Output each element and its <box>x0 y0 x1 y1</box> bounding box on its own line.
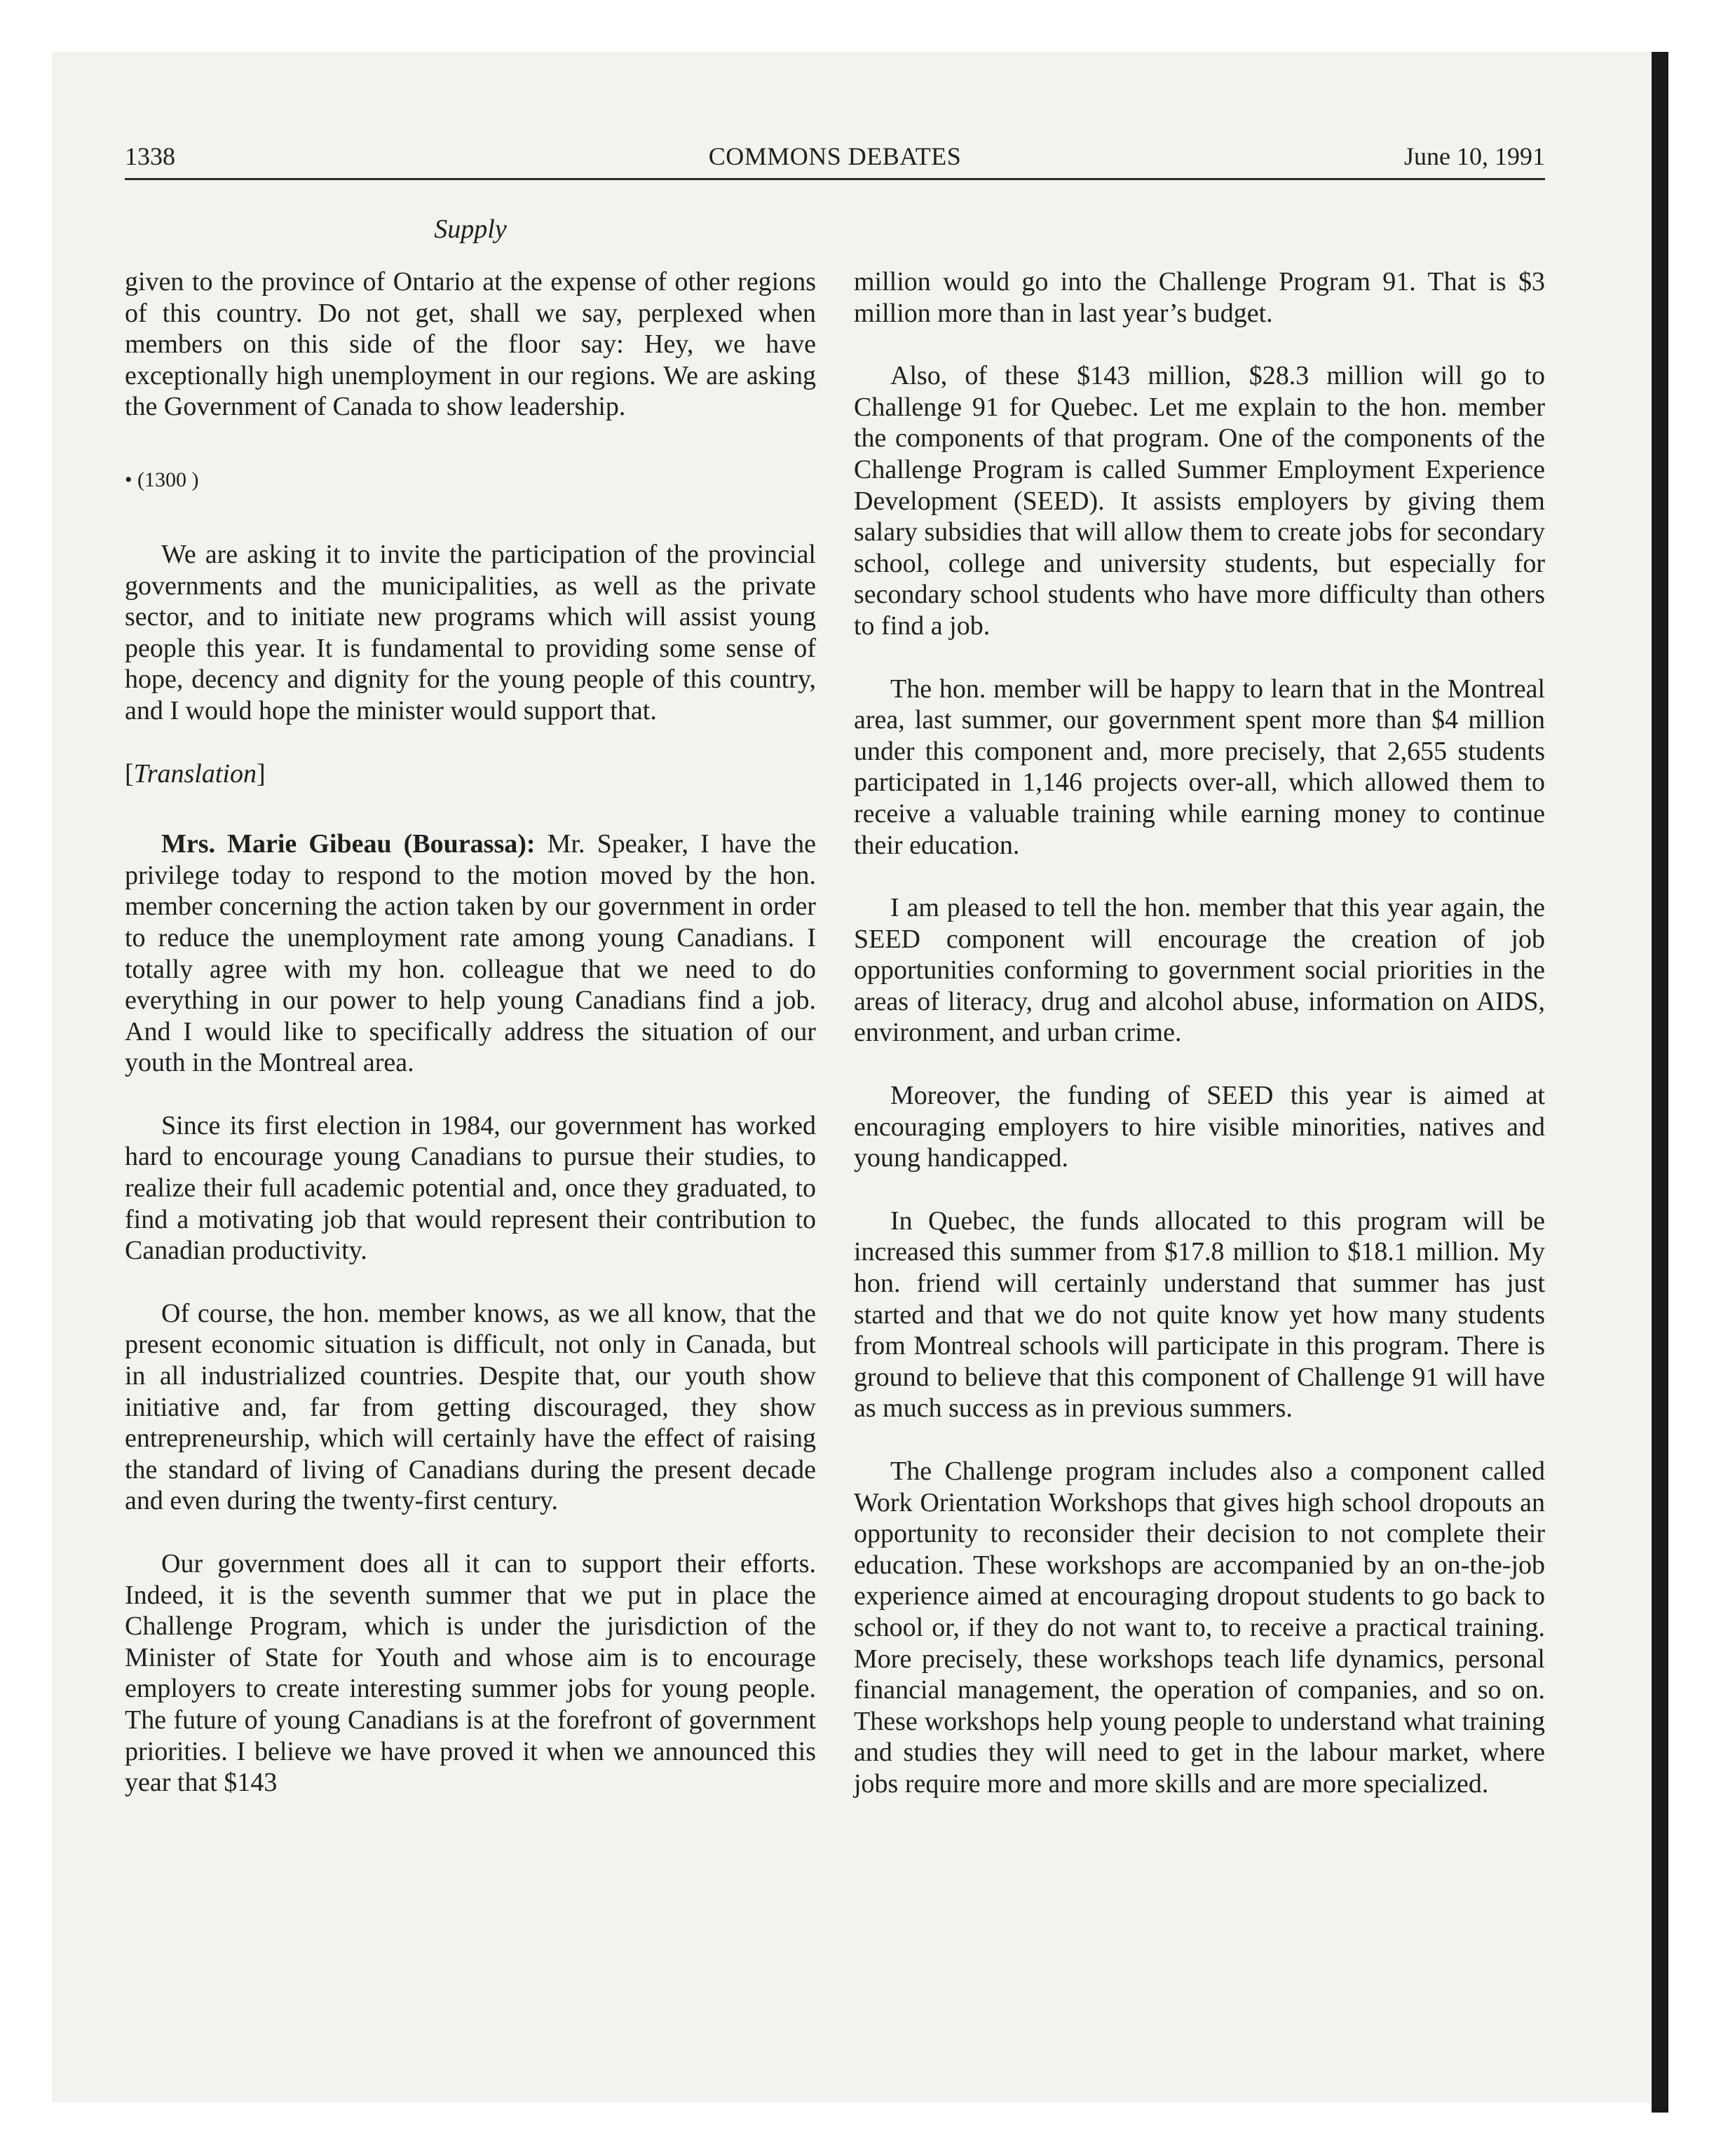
bullet-icon: • <box>125 468 132 491</box>
right-column <box>854 266 1545 1831</box>
paragraph: Of course, the hon. member knows, as we all know, that the present economic situation is difficult, not only in Canada, but in all industrialized countries. Despite that, our youth show initiative and, far from getting discouraged, they show entrepreneurship, which will certainly have the effect of raising the standard of living of Canadians during the present decade and even during the twenty-first century. <box>125 1298 816 1516</box>
paragraph: Since its first election in 1984, our government has worked hard to encourage young Canadians to pursue their studies, to realize their full academic potential and, once they graduated, to find a motivating job that would represent their contribution to Canadian productivity. <box>125 1110 816 1266</box>
translation-label: Translation <box>133 758 257 789</box>
paragraph: million would go into the Challenge Program 91. That is $3 million more than in last year’s budget. <box>854 267 1545 328</box>
paragraph: I am pleased to tell the hon. member that this year again, the SEED component will encourage the creation of job opportunities conforming to government social priorities in the areas of literacy, drug and alcohol abuse, information on AIDS, environment, and urban crime. <box>854 893 1545 1048</box>
page-header <box>125 139 1545 174</box>
time-marker <box>125 465 816 496</box>
paragraph: Our government does all it can to support their efforts. Indeed, it is the seventh summer that we put in place the Challenge Program, which is under the jurisdiction of the Minister of State for Youth and whose aim is to encourage employers to create interesting summer jobs for young people. The future of young Canadians is at the forefront of government priorities. I believe we have proved it when we announced this year that $143 <box>125 1549 816 1798</box>
paragraph: Also, of these $143 million, $28.3 million will go to Challenge 91 for Quebec. Let me explain to the hon. member the components of that program. One of the components of the Challenge Program is called Summer Employment Experience Development (SEED). It assists employers by giving them salary subsidies that will allow them to create jobs for secondary school, college and university students, but especially for secondary school students who have more difficulty than others to find a job. <box>854 361 1545 641</box>
time-marker-text: (1300 ) <box>137 468 199 491</box>
section-heading: Supply <box>434 214 507 244</box>
paragraph: given to the province of Ontario at the expense of other regions of this country. Do not get, shall we say, perplexed when members on this side of the floor say: Hey, we have exceptionally high unemployment in our regions. We are asking the Government of Canada to show leadership. <box>125 267 816 422</box>
binding-edge <box>1652 52 1668 2113</box>
paragraph: The Challenge program includes also a component called Work Orientation Workshops that gives high school dropouts an opportunity to reconsider their decision to not complete their education. These workshops are accompanied by an on-the-job experience aimed at encouraging dropout students to go back to school or, if they do not want to, to receive a practical training. More precisely, these workshops teach life dynamics, personal financial management, the operation of companies, and so on. These workshops help young people to understand what training and studies they will need to get in the labour market, where jobs require more and more skills and are more specialized. <box>854 1456 1545 1799</box>
translation-note <box>125 758 816 790</box>
paragraph: In Quebec, the funds allocated to this program will be increased this summer from $17.8 million to $18.1 million. My hon. friend will certainly understand that summer has just started and that we do not quite know yet how many students from Montreal schools will participate in this program. There is ground to believe that this component of Challenge 91 will have as much success as in previous summers. <box>854 1206 1545 1424</box>
bracket-close: ] <box>256 758 266 789</box>
speech-text: Mr. Speaker, I have the privilege today to respond to the motion moved by the hon. member concerning the action taken by our government in order to reduce the unemployment rate among young Canadians. I totally agree with my hon. colleague that we need to do everything in our power to help young Canadians find a job. And I would like to specifically address the situation of our youth in the Montreal area. <box>125 829 817 1078</box>
paragraph: Moreover, the funding of SEED this year is aimed at encouraging employers to hire visible minorities, natives and young handicapped. <box>854 1081 1545 1173</box>
page-date: June 10, 1991 <box>1404 142 1545 170</box>
paragraph: We are asking it to invite the participation of the provincial governments and the municipalities, as well as the private sector, and to initiate new programs which will assist young people this year. It is fundamental to providing some sense of hope, decency and dignity for the young people of this country, and I would hope the minister would support that. <box>125 539 816 725</box>
bracket-open: [ <box>125 758 134 789</box>
speaker-name: Mrs. Marie Gibeau (Bourassa): <box>161 829 536 859</box>
page-number: 1338 <box>125 142 175 170</box>
left-column <box>125 266 816 1830</box>
speech-paragraph <box>125 828 816 1079</box>
header-rule <box>125 178 1545 180</box>
paragraph: The hon. member will be happy to learn that in the Montreal area, last summer, our government spent more than $4 million under this component and, more precisely, that 2,655 students participated in 1,146 projects over-all, which allowed them to receive a valuable training while earning money to continue their education. <box>854 674 1545 860</box>
publication-title: COMMONS DEBATES <box>708 142 962 170</box>
